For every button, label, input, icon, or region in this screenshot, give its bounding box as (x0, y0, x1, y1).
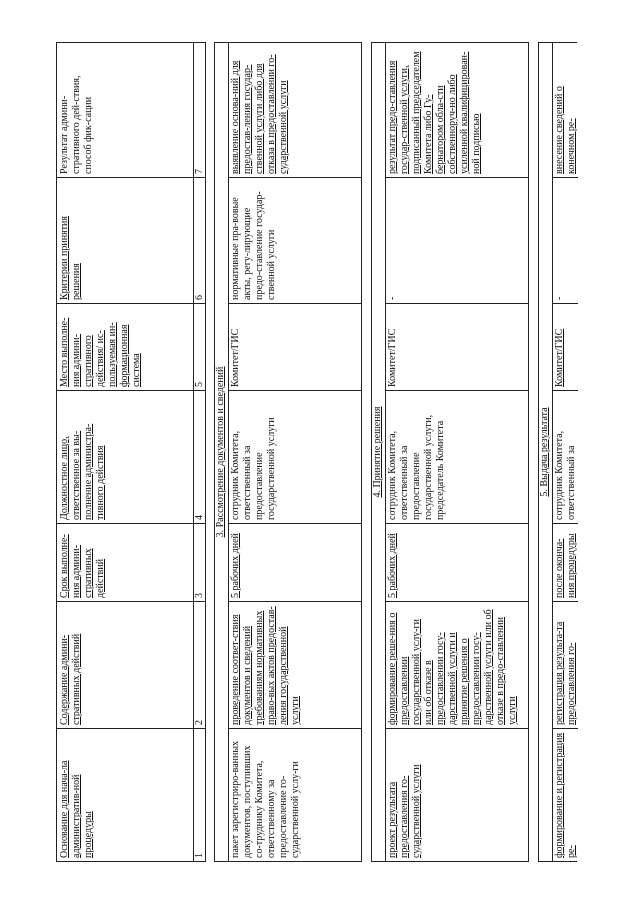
table-cell-term: 5 рабочих дней (228, 523, 361, 601)
header-cell-place: Место выполне-ния админи-стративного действия/ ис-пользуемая ин-формационная система (57, 303, 194, 390)
section-title: 5. Выдача результата (539, 43, 553, 861)
table-cell-basis: проект результата предоставления го-сударственной услуги (385, 728, 528, 861)
column-number: 6 (194, 177, 206, 303)
table-cell-result: внесение сведений о конечном ре- (554, 86, 577, 174)
table-cell-official: сотрудник Комитета, ответственный за предоставление государственной услуги, председатель Комитета (385, 390, 528, 523)
table-cell-content: проведение соответ-ствия документов и сведений требованиям нормативных право-вых актов предостав-ления государственной услуги (228, 601, 361, 728)
table-cell-content: регистрация результа-та предоставления го- (552, 601, 578, 728)
table-cell-criteria: нормативные пра-вовые акты, регу-лирующие предо-ставление государ-ственной услуги (228, 177, 361, 303)
table-header-segment (56, 42, 206, 862)
header-cell-basis: Основание для нача-ла административ-ной процедуры (57, 728, 194, 861)
table-cell-basis: пакет зарегистриро-ванных документов, поступивших со-труднику Комитета, ответственному за предоставление го-сударственной услу-ги (228, 728, 361, 861)
column-number: 1 (194, 728, 206, 861)
column-number: 7 (194, 169, 205, 174)
table-cell-basis: формирование и регистрация ре- (552, 728, 578, 861)
table-cell-place: Комитет/ГИС (228, 303, 361, 390)
admin-procedure-table (56, 42, 577, 862)
table-cell-official: сотрудник Комитета, ответственный за предоставление государственной услуги (228, 390, 361, 523)
table-cell-result: результат предо-ставления государ-ственной услуги, подписанный председателем Комитета либо Гу-бернатором обла-сти собственноруч-но либо усиленной квалифицирован-ной подписью (387, 51, 482, 174)
column-number: 4 (194, 390, 206, 523)
column-number: 5 (194, 303, 206, 390)
header-cell-result: Результат админи-стративного дей-ствия, способ фик-сации (59, 75, 94, 174)
column-number: 3 (194, 523, 206, 601)
header-cell-content: Содержание админи-стративных действий (57, 601, 194, 728)
section-issue-segment (538, 42, 577, 862)
table-cell-place: Комитет/ГИС (385, 303, 528, 390)
table-cell-result: выявление основа-ний для предостав-ления государ-ственной услуги либо для отказа в предоставлении го-сударственной услуги (230, 54, 289, 174)
rotated-document (56, 42, 577, 862)
section-decision-segment (371, 42, 529, 862)
table-cell-criteria: - (385, 177, 528, 303)
section-review-segment (214, 42, 362, 862)
table-cell-criteria: - (552, 177, 578, 303)
table-cell-place: Комитет/ГИС (552, 303, 578, 390)
table-cell-official: сотрудник Комитета, ответственный за (552, 390, 578, 523)
table-cell-content: формирование реше-ния о предоставлении государственной услу-ги или об отказе в предоставлении госу-дарственной услуги и принятие решения о предоставлении госу-дарственной услуги или об отказе в предо-ставлении услуги (385, 601, 528, 728)
header-cell-official: Должностное лицо, ответственное за вы-полнение администра-тивного действия (57, 390, 194, 523)
header-cell-term: Срок выполне-ния админи-стративных действий (57, 523, 194, 601)
column-number: 2 (194, 601, 206, 728)
table-cell-term: после оконча-ния процедуры (552, 523, 578, 601)
section-title: 4. Принятие решения (372, 43, 386, 861)
section-title: 3. Рассмотрение документов и сведений (215, 43, 229, 861)
table-cell-term: 5 рабочих дней (385, 523, 528, 601)
header-cell-criteria: Критерии принятия решения (57, 177, 194, 303)
